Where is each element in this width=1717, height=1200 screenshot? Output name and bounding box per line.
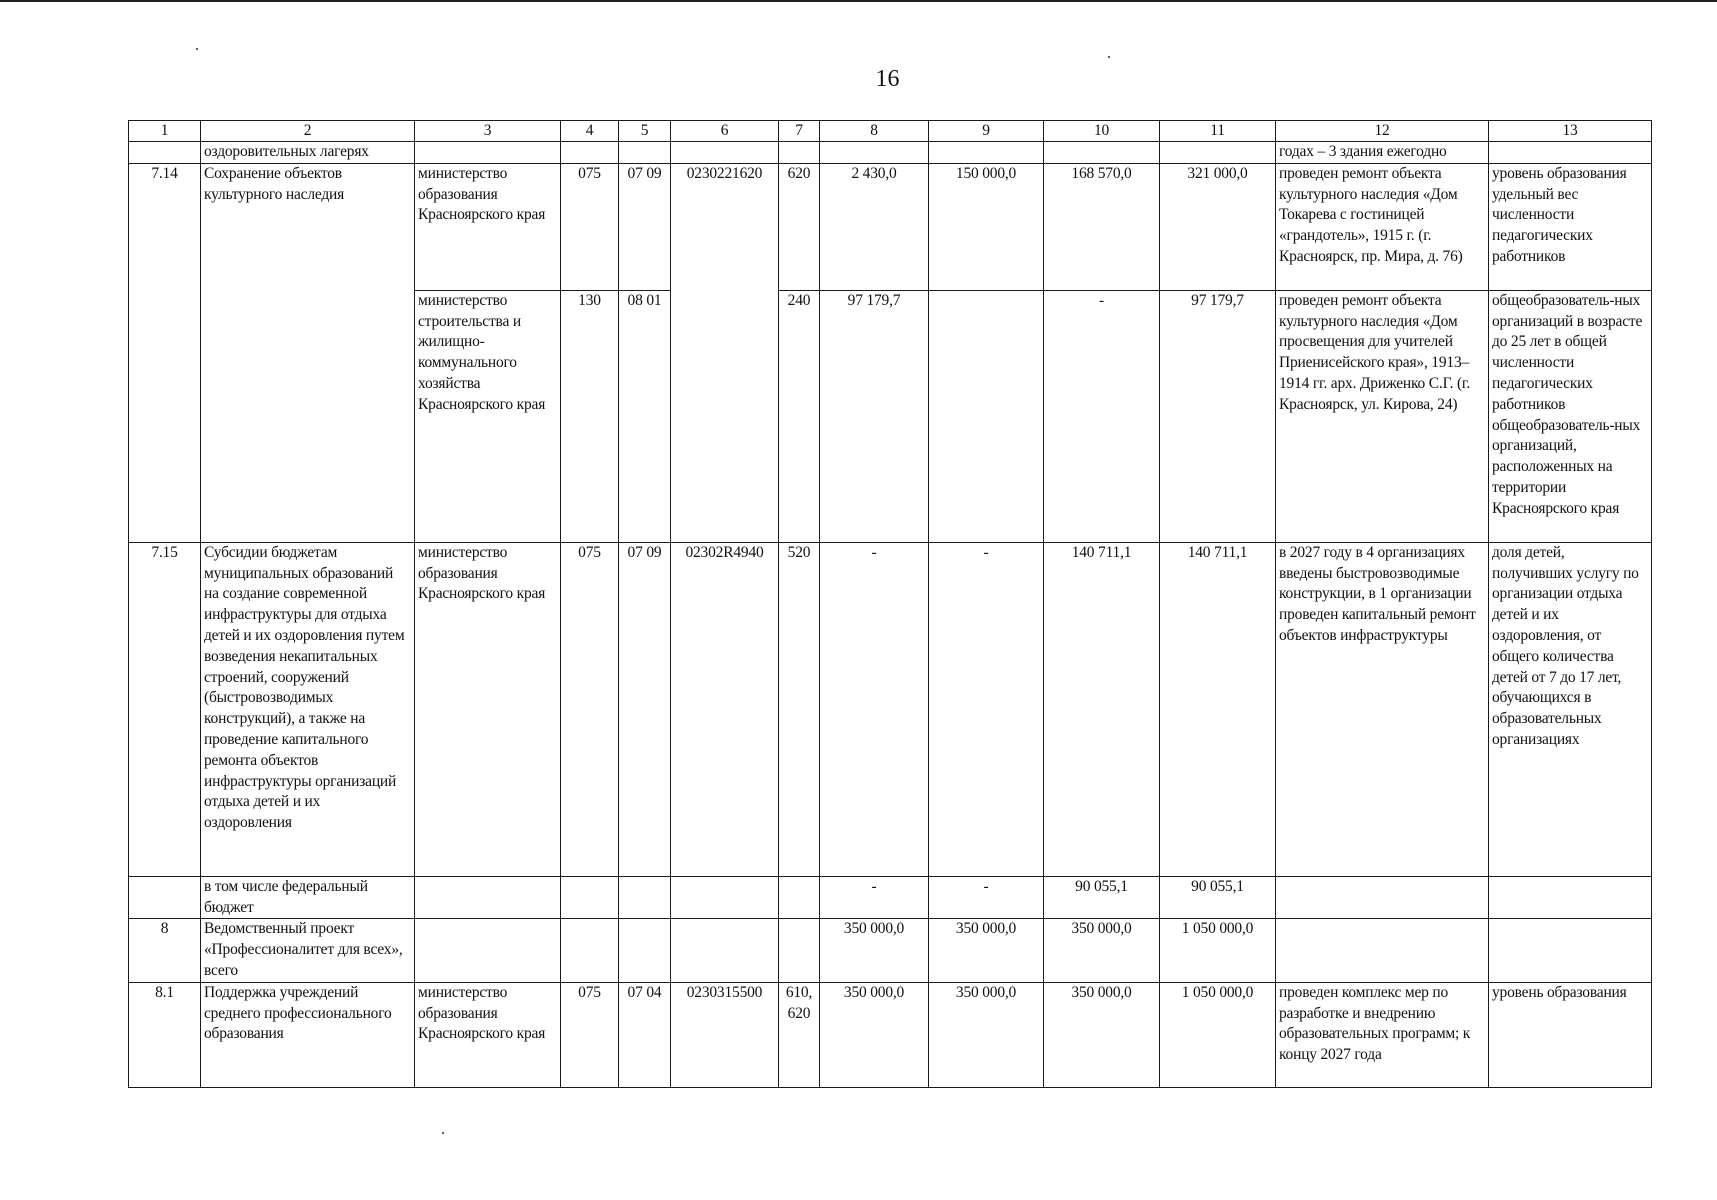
row-amount-col11: 97 179,7 [1160,290,1276,542]
row-section-code: 08 01 [619,290,671,542]
column-header-3: 3 [415,121,561,142]
row-amount-col8: 350 000,0 [820,982,929,1087]
row-name: Ведомственный проект «Профессионалитет для всех», всего [201,919,415,982]
row-amount-col9: 350 000,0 [929,919,1044,982]
row-amount-col10: 350 000,0 [1044,982,1160,1087]
row-number: 8 [129,919,201,982]
row-amount-col11: 1 050 000,0 [1160,919,1276,982]
row-grbs: министерство строительства и жилищно-коммунального хозяйства Красноярского края [415,290,561,542]
row-name: Поддержка учреждений среднего профессионального образования [201,982,415,1087]
row-amount-col8: 2 430,0 [820,163,929,290]
row-number [129,876,201,919]
row-result: проведен ремонт объекта культурного наследия «Дом просвещения для учителей Приенисейского края», 1913–1914 гг. арх. Дриженко С.Г. (г. Красноярск, ул. Кирова, 24) [1276,290,1489,542]
row-grbs: министерство образования Красноярского края [415,163,561,290]
row-expense-type: 610, 620 [779,982,820,1087]
row-number: 8.1 [129,982,201,1087]
row-number [129,142,201,164]
column-header-8: 8 [820,121,929,142]
column-header-6: 6 [671,121,779,142]
row-grbs: министерство образования Красноярского края [415,982,561,1087]
row-number: 7.14 [129,163,201,542]
scan-speck [442,1132,444,1134]
row-expense-type: 240 [779,290,820,542]
column-header-7: 7 [779,121,820,142]
scan-speck [1108,56,1110,58]
column-header-10: 10 [1044,121,1160,142]
table-row [129,142,1652,164]
row-amount-col11: 321 000,0 [1160,163,1276,290]
row-grbs-code: 075 [561,982,619,1087]
row-section-code: 07 09 [619,542,671,876]
row-result: проведен комплекс мер по разработке и внедрению образовательных программ; к концу 2027 года [1276,982,1489,1087]
column-header-11: 11 [1160,121,1276,142]
row-amount-col11: 140 711,1 [1160,542,1276,876]
row-result: проведен ремонт объекта культурного наследия «Дом Токарева с гостиницей «грандотель», 1915 г. (г. Красноярск, пр. Мира, д. 76) [1276,163,1489,290]
row-section-code: 07 04 [619,982,671,1087]
row-amount-col10: 168 570,0 [1044,163,1160,290]
row-amount-col10: 350 000,0 [1044,919,1160,982]
row-target-code: 0230221620 [671,163,779,542]
row-grbs-code: 075 [561,542,619,876]
row-amount-col9 [929,290,1044,542]
row-section-code: 07 09 [619,163,671,290]
top-border-line [0,0,1717,2]
column-header-9: 9 [929,121,1044,142]
row-amount-col8: - [820,876,929,919]
row-indicator: уровень образования [1489,982,1652,1087]
table-row [129,919,1652,982]
table-row [129,982,1652,1087]
row-name: Сохранение объектов культурного наследия [201,163,415,542]
row-result: годах – 3 здания ежегодно [1276,142,1489,164]
column-header-1: 1 [129,121,201,142]
row-expense-type: 620 [779,163,820,290]
row-target-code: 0230315500 [671,982,779,1087]
row-amount-col8: - [820,542,929,876]
row-amount-col11: 90 055,1 [1160,876,1276,919]
row-amount-col9: - [929,876,1044,919]
budget-table [128,120,1652,1088]
column-header-12: 12 [1276,121,1489,142]
row-amount-col9: 150 000,0 [929,163,1044,290]
row-grbs: министерство образования Красноярского края [415,542,561,876]
row-amount-col11: 1 050 000,0 [1160,982,1276,1087]
row-target-code: 02302R4940 [671,542,779,876]
row-indicator: уровень образования удельный вес численности педагогических работников [1489,163,1652,290]
scan-speck [196,48,198,50]
column-header-2: 2 [201,121,415,142]
row-amount-col9: 350 000,0 [929,982,1044,1087]
column-header-13: 13 [1489,121,1652,142]
row-amount-col10: 90 055,1 [1044,876,1160,919]
row-amount-col9: - [929,542,1044,876]
row-name: Субсидии бюджетам муниципальных образований на создание современной инфраструктуры для отдыха детей и их оздоровления путем возведения некапитальных строений, сооружений (быстровозводимых конструкций), а также на проведение капитального ремонта объектов инфраструктуры организаций отдыха детей и их оздоровления [201,542,415,876]
row-name: оздоровительных лагерях [201,142,415,164]
row-name: в том числе федеральный бюджет [201,876,415,919]
row-grbs-code: 130 [561,290,619,542]
row-grbs-code: 075 [561,163,619,290]
page-number: 16 [875,66,900,92]
row-amount-col10: - [1044,290,1160,542]
table-row [129,876,1652,919]
row-number: 7.15 [129,542,201,876]
row-amount-col10: 140 711,1 [1044,542,1160,876]
row-expense-type: 520 [779,542,820,876]
row-indicator: доля детей, получивших услугу по организации отдыха детей и их оздоровления, от общего количества детей от 7 до 17 лет, обучающихся в образовательных организациях [1489,542,1652,876]
column-number-row [129,121,1652,142]
row-amount-col8: 350 000,0 [820,919,929,982]
row-result: в 2027 году в 4 организациях введены быстровозводимые конструкции, в 1 организации проведен капитальный ремонт объектов инфраструктуры [1276,542,1489,876]
table-row [129,542,1652,876]
row-indicator: общеобразователь-ных организаций в возрасте до 25 лет в общей численности педагогических работников общеобразователь-ных организаций, расположенных на территории Красноярского края [1489,290,1652,542]
column-header-4: 4 [561,121,619,142]
column-header-5: 5 [619,121,671,142]
row-amount-col8: 97 179,7 [820,290,929,542]
table-row [129,163,1652,290]
